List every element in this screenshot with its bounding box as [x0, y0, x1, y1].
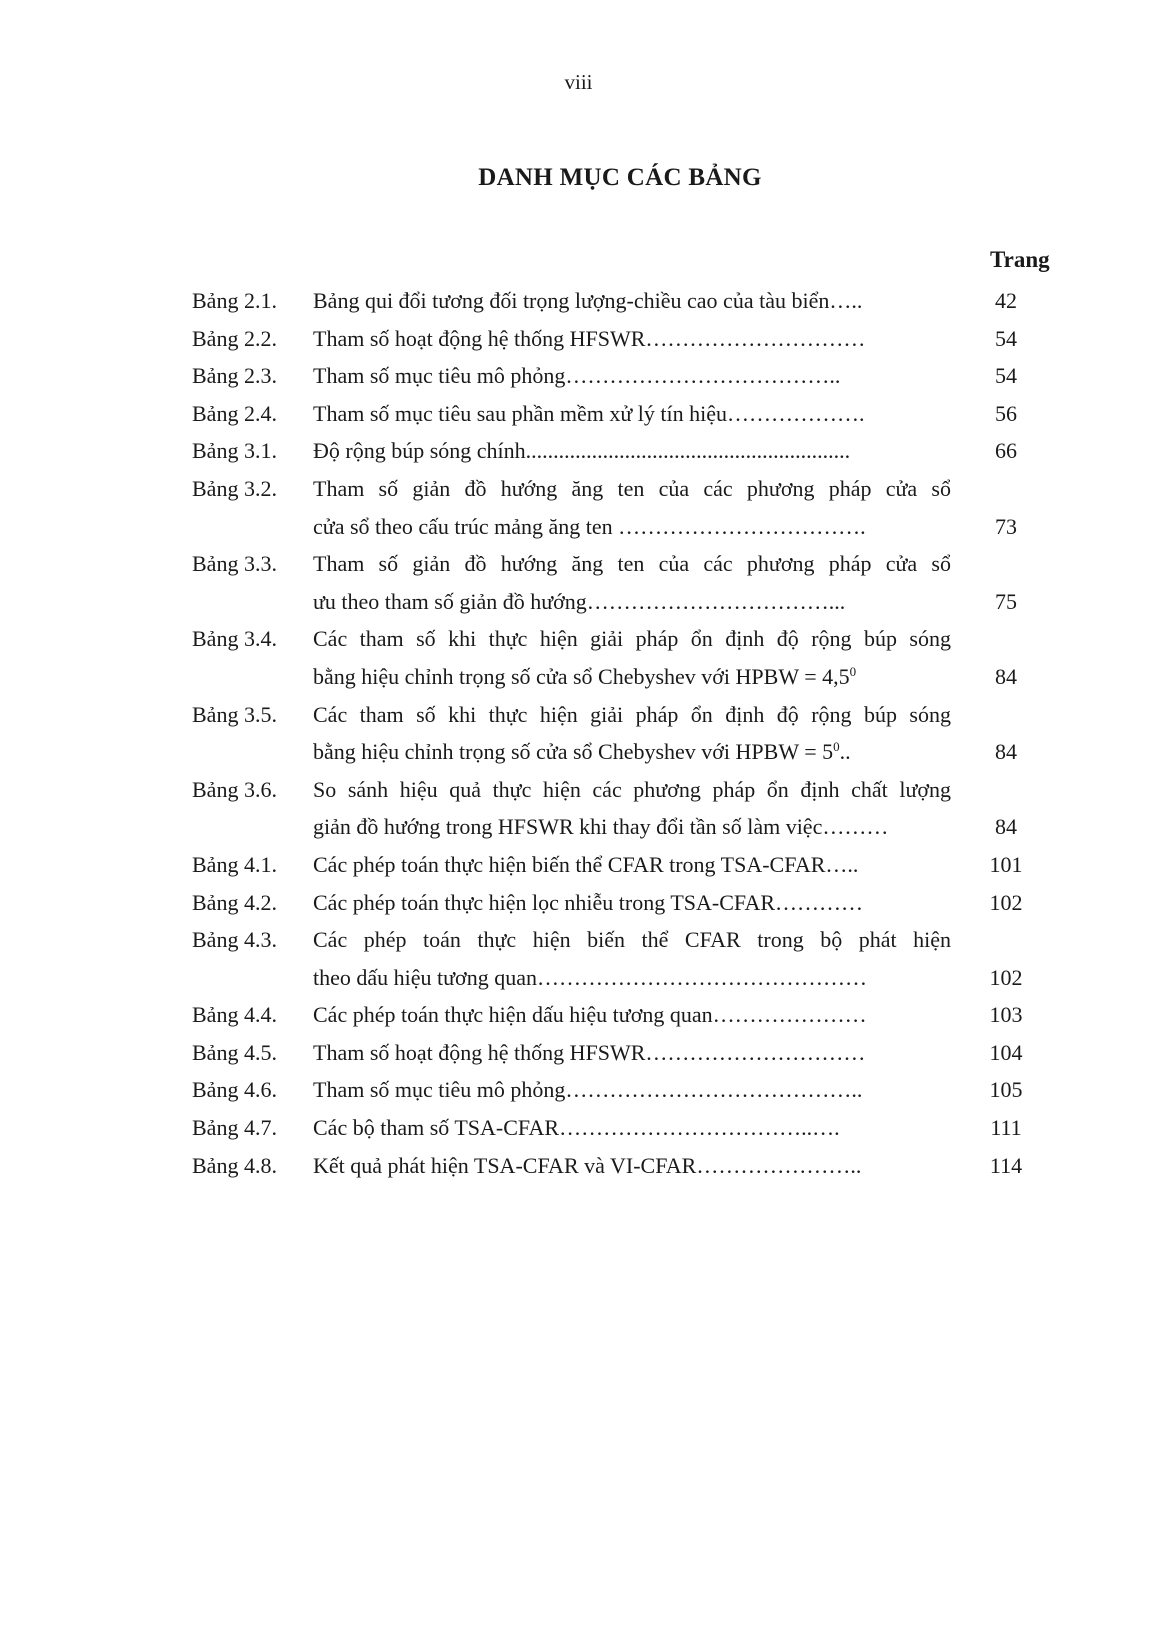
- entry-page-number: 54: [995, 325, 1017, 351]
- entry-title-line: [313, 884, 951, 922]
- entry-label: Bảng 4.6.: [192, 1077, 277, 1103]
- entry-page-number: 84: [995, 814, 1017, 840]
- entry-page-number: 103: [989, 1002, 1023, 1028]
- entry-title: [313, 1109, 951, 1147]
- entry-title-text: Tham số mục tiêu mô phỏng…………………………………..: [313, 1077, 863, 1103]
- entry-page-number: 73: [995, 513, 1017, 539]
- entry-label: Bảng 4.5.: [192, 1039, 277, 1065]
- entry-title-line: [313, 432, 951, 470]
- entry-page-number: 104: [989, 1039, 1023, 1065]
- entry-page-number: 105: [989, 1077, 1023, 1103]
- entry-page-number: 111: [990, 1115, 1022, 1141]
- entry-title-text: So sánh hiệu quả thực hiện các phương pháp ổn định chất lượng: [313, 776, 951, 802]
- entry-label: Bảng 3.3.: [192, 551, 277, 577]
- entry-page-number: 56: [995, 400, 1017, 426]
- entry-title-text: Tham số hoạt động hệ thống HFSWR…………………………: [313, 1039, 866, 1065]
- toc-entry[interactable]: [192, 320, 1092, 358]
- page-title: DANH MỤC CÁC BẢNG: [478, 164, 762, 191]
- entry-title: [313, 545, 951, 620]
- entry-title-line: [313, 583, 951, 621]
- entry-title-line: [313, 282, 951, 320]
- toc-entry[interactable]: [192, 921, 1092, 996]
- entry-title-line: [313, 996, 951, 1034]
- toc-entry[interactable]: [192, 1034, 1092, 1072]
- entry-title-text: Tham số mục tiêu sau phần mềm xử lý tín hiệu……………….: [313, 400, 865, 426]
- entry-title-line: [313, 508, 951, 546]
- entry-label: Bảng 4.4.: [192, 1002, 277, 1028]
- entry-title: [313, 432, 951, 470]
- entry-title: [313, 1147, 951, 1185]
- table-of-tables: [192, 282, 1092, 1184]
- entry-title-line: [313, 658, 951, 696]
- entry-label: Bảng 3.6.: [192, 776, 277, 802]
- entry-title-line: [313, 545, 951, 583]
- toc-entry[interactable]: [192, 696, 1092, 771]
- toc-entry[interactable]: [192, 620, 1092, 695]
- entry-label: Bảng 4.2.: [192, 889, 277, 915]
- entry-title-line: [313, 357, 951, 395]
- entry-page-number: 54: [995, 363, 1017, 389]
- entry-title-line: [313, 771, 951, 809]
- entry-title-text: cửa sổ theo cấu trúc mảng ăng ten …………………………….: [313, 513, 866, 539]
- entry-title: [313, 771, 951, 846]
- entry-title-line: [313, 395, 951, 433]
- entry-label: Bảng 4.7.: [192, 1115, 277, 1141]
- entry-title-text: Bảng qui đổi tương đối trọng lượng-chiều cao của tàu biển…..: [313, 288, 863, 313]
- toc-entry[interactable]: [192, 846, 1092, 884]
- entry-page-number: 42: [995, 288, 1017, 313]
- page-column-header: Trang: [990, 247, 1050, 272]
- entry-title-text: Tham số giản đồ hướng ăng ten của các phương pháp cửa sổ: [313, 475, 951, 501]
- entry-title-line: [313, 470, 951, 508]
- entry-title-line: [313, 1071, 951, 1109]
- toc-entry[interactable]: [192, 395, 1092, 433]
- entry-page-number: 75: [995, 588, 1017, 614]
- entry-label: Bảng 3.2.: [192, 475, 277, 501]
- entry-page-number: 84: [995, 739, 1017, 765]
- entry-label: Bảng 2.2.: [192, 325, 277, 351]
- entry-title: [313, 395, 951, 433]
- entry-title-text: Các tham số khi thực hiện giải pháp ổn định độ rộng búp sóng: [313, 701, 951, 727]
- entry-title-text: Các phép toán thực hiện lọc nhiễu trong TSA-CFAR…………: [313, 889, 864, 915]
- entry-label: Bảng 2.1.: [192, 288, 277, 313]
- entry-title: [313, 996, 951, 1034]
- entry-title: [313, 357, 951, 395]
- degree-superscript: 0: [833, 739, 840, 755]
- toc-entry[interactable]: [192, 470, 1092, 545]
- entry-title-text: Tham số mục tiêu mô phỏng………………………………..: [313, 363, 841, 389]
- toc-entry[interactable]: [192, 996, 1092, 1034]
- entry-label: Bảng 3.1.: [192, 438, 277, 464]
- entry-title-text: Tham số giản đồ hướng ăng ten của các phương pháp cửa sổ: [313, 551, 951, 577]
- entry-title-text: Các phép toán thực hiện biến thể CFAR trong bộ phát hiện: [313, 927, 951, 953]
- entry-page-number: 102: [989, 889, 1023, 915]
- entry-label: Bảng 3.5.: [192, 701, 277, 727]
- entry-title-line: [313, 846, 951, 884]
- entry-title-text: Tham số hoạt động hệ thống HFSWR…………………………: [313, 325, 866, 351]
- entry-title-line: [313, 733, 951, 771]
- entry-page-number: 114: [989, 1152, 1023, 1178]
- entry-page-number: 66: [995, 438, 1017, 464]
- entry-page-number: 102: [989, 964, 1023, 990]
- entry-label: Bảng 2.4.: [192, 400, 277, 426]
- entry-title: [313, 1071, 951, 1109]
- entry-title-line: [313, 1034, 951, 1072]
- toc-entry[interactable]: [192, 884, 1092, 922]
- entry-page-number: 101: [989, 851, 1023, 877]
- entry-label: Bảng 3.4.: [192, 626, 277, 652]
- entry-title-text: Kết quả phát hiện TSA-CFAR và VI-CFAR…………………..: [313, 1152, 862, 1178]
- toc-entry[interactable]: [192, 1109, 1092, 1147]
- entry-title: [313, 620, 951, 695]
- entry-title-text: ưu theo tham số giản đồ hướng……………………………...: [313, 588, 846, 614]
- entry-title: [313, 320, 951, 358]
- entry-title-tail: ..: [839, 739, 851, 765]
- entry-title-line: [313, 1147, 951, 1185]
- entry-title-line: [313, 808, 951, 846]
- entry-title-line: [313, 320, 951, 358]
- entry-title-text: Các phép toán thực hiện dấu hiệu tương quan…………………: [313, 1002, 867, 1028]
- entry-title-line: [313, 921, 951, 959]
- entry-title-line: [313, 959, 951, 997]
- toc-entry[interactable]: [192, 282, 1092, 320]
- entry-title-text: Các tham số khi thực hiện giải pháp ổn định độ rộng búp sóng: [313, 626, 951, 652]
- entry-title: [313, 470, 951, 545]
- toc-entry[interactable]: [192, 1071, 1092, 1109]
- entry-title-text: Độ rộng búp sóng chính...........................................................: [313, 438, 851, 464]
- entry-page-number: 84: [995, 663, 1017, 689]
- entry-label: Bảng 4.3.: [192, 927, 277, 953]
- page-number: viii: [564, 70, 593, 94]
- entry-title: [313, 921, 951, 996]
- entry-title-line: [313, 620, 951, 658]
- toc-entry[interactable]: [192, 1147, 1092, 1185]
- toc-entry[interactable]: [192, 432, 1092, 470]
- entry-title-text: bằng hiệu chỉnh trọng số cửa sổ Chebyshev với HPBW = 4,5: [313, 663, 850, 689]
- entry-label: Bảng 4.8.: [192, 1152, 277, 1178]
- entry-title-text: Các bộ tham số TSA-CFAR……………………………..….: [313, 1115, 840, 1141]
- entry-title-text: Các phép toán thực hiện biến thể CFAR trong TSA-CFAR…..: [313, 851, 859, 877]
- entry-title-text: theo dấu hiệu tương quan………………………………………: [313, 964, 867, 990]
- entry-title-line: [313, 696, 951, 734]
- degree-superscript: 0: [849, 663, 857, 679]
- entry-title-text: bằng hiệu chỉnh trọng số cửa sổ Chebyshev với HPBW = 5: [313, 739, 834, 765]
- entry-title: [313, 884, 951, 922]
- entry-title: [313, 696, 951, 771]
- entry-title: [313, 282, 951, 320]
- entry-title-text: giản đồ hướng trong HFSWR khi thay đổi tần số làm việc………: [313, 814, 889, 840]
- entry-label: Bảng 4.1.: [192, 851, 277, 877]
- entry-title: [313, 1034, 951, 1072]
- toc-entry[interactable]: [192, 771, 1092, 846]
- entry-title: [313, 846, 951, 884]
- toc-entry[interactable]: [192, 357, 1092, 395]
- toc-entry[interactable]: [192, 545, 1092, 620]
- entry-title-line: [313, 1109, 951, 1147]
- entry-label: Bảng 2.3.: [192, 363, 277, 389]
